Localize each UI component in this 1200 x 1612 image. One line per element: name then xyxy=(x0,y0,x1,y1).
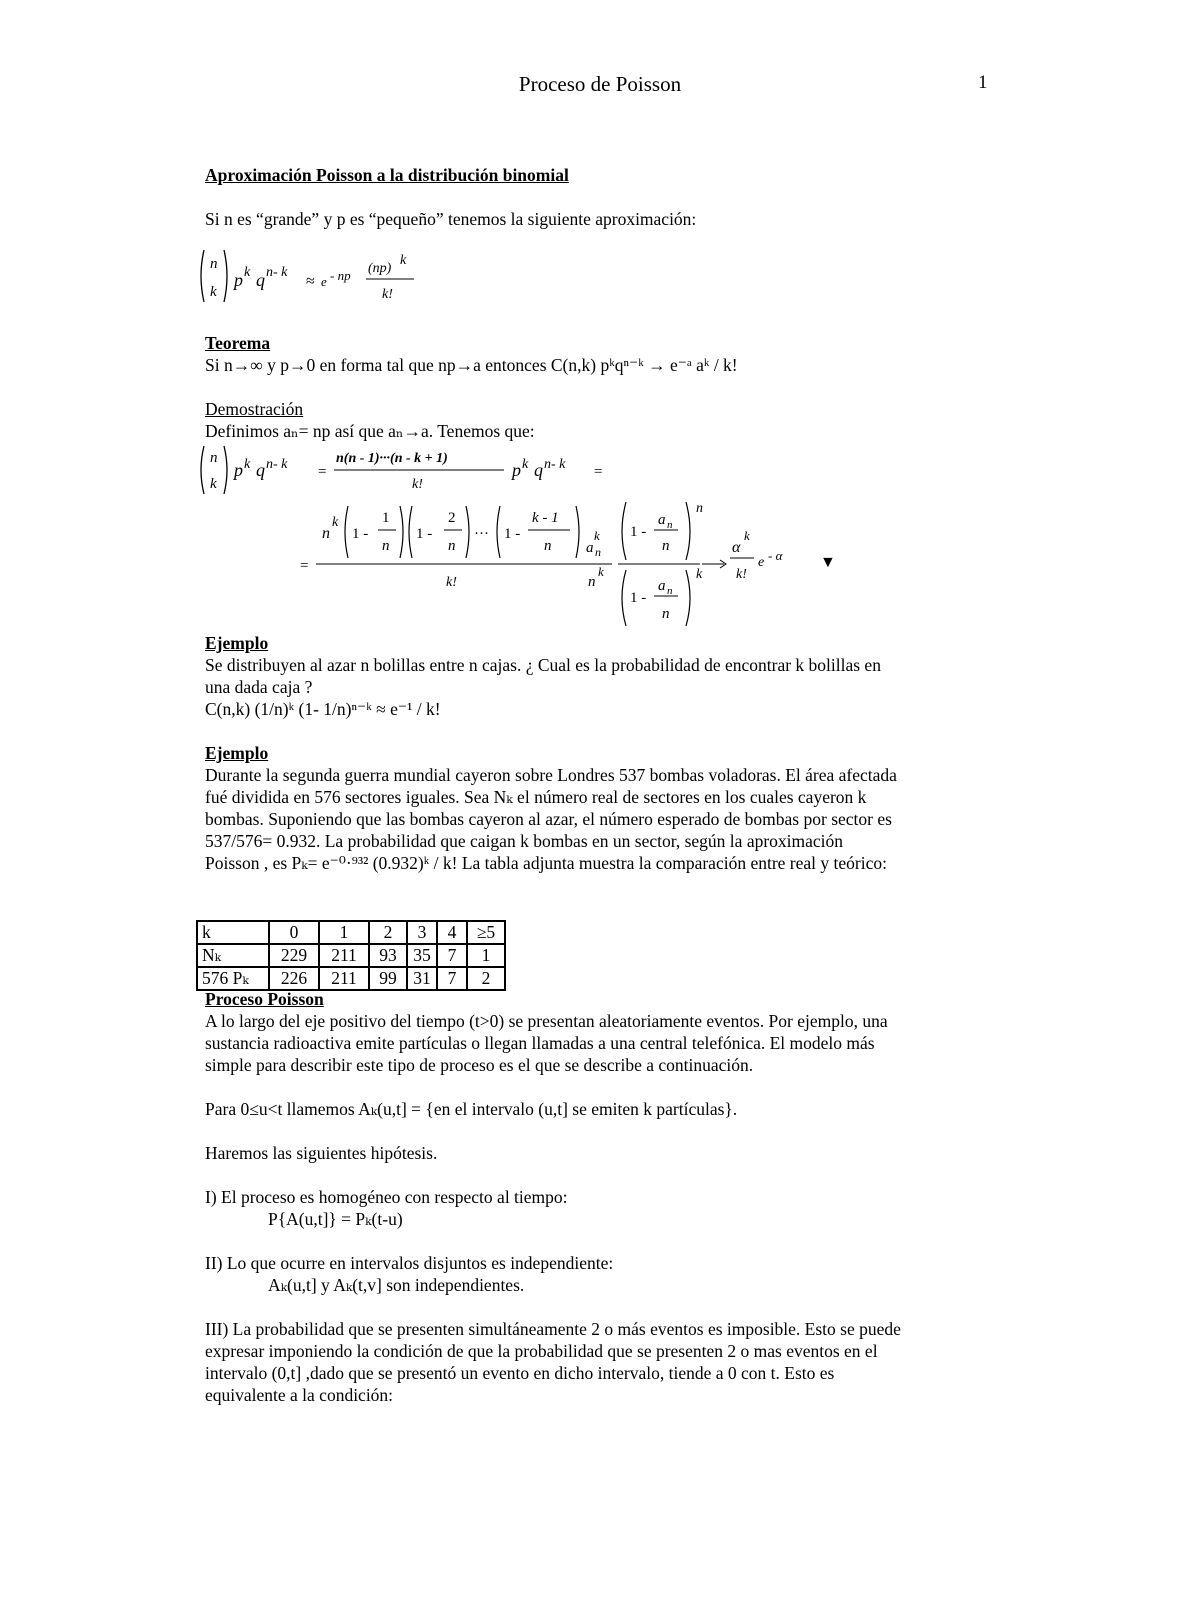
example1-line: Se distribuyen al azar n bolillas entre n cajas. ¿ Cual es la probabilidad de encontrar k bolillas en xyxy=(205,655,881,675)
svg-text:n(n - 1)···(n - k + 1): n(n - 1)···(n - k + 1) xyxy=(336,451,448,466)
proof-heading: Demostración xyxy=(205,399,304,419)
table-cell: 0 xyxy=(269,921,319,944)
svg-text:···: ··· xyxy=(474,526,489,542)
svg-text:k: k xyxy=(522,457,529,472)
svg-text:e: e xyxy=(758,555,765,570)
svg-text:n: n xyxy=(662,538,670,554)
svg-text:a: a xyxy=(658,578,666,594)
table-header-row xyxy=(197,921,505,944)
table-cell: 7 xyxy=(437,967,467,990)
binomial-intro: Si n es “grande” y p es “pequeño” tenemos la siguiente aproximación: xyxy=(205,209,697,229)
svg-text:n: n xyxy=(667,585,673,597)
svg-text:n- k: n- k xyxy=(266,457,288,472)
svg-text:1 -: 1 - xyxy=(504,526,521,542)
example1-line: una dada caja ? xyxy=(205,677,313,697)
theorem-statement: Si n→∞ y p→0 en forma tal que np→a entonces C(n,k) pᵏqⁿ⁻ᵏ → e⁻ᵃ aᵏ / k! xyxy=(205,355,738,375)
table-row xyxy=(197,944,505,967)
process-heading: Proceso Poisson xyxy=(205,989,324,1009)
proof-formula-step1 xyxy=(196,442,636,498)
svg-text:n: n xyxy=(588,574,596,590)
svg-text:- np: - np xyxy=(330,268,351,283)
hypotheses-intro: Haremos las siguientes hipótesis. xyxy=(205,1143,438,1163)
example2-line: Durante la segunda guerra mundial cayeron sobre Londres 537 bombas voladoras. El área afectada xyxy=(205,765,897,785)
page-number: 1 xyxy=(978,72,988,93)
proof-intro: Definimos aₙ= np así que aₙ→a. Tenemos que: xyxy=(205,421,535,441)
table-cell: 99 xyxy=(369,967,407,990)
section-heading-binomial: Aproximación Poisson a la distribución binomial xyxy=(205,165,569,185)
table-cell: 229 xyxy=(269,944,319,967)
table-cell: 3 xyxy=(407,921,437,944)
svg-text:e: e xyxy=(321,274,327,289)
svg-text:k!: k! xyxy=(446,575,457,590)
table-cell: 211 xyxy=(319,967,369,990)
svg-text:n: n xyxy=(210,256,218,272)
svg-text:k: k xyxy=(400,253,407,268)
svg-text:n- k: n- k xyxy=(266,265,288,280)
svg-text:q: q xyxy=(256,270,265,290)
svg-text:a: a xyxy=(658,512,666,528)
svg-text:p: p xyxy=(512,460,521,480)
example2-line: 537/576= 0.932. La probabilidad que caigan k bombas en un sector, según la aproximación xyxy=(205,831,844,851)
svg-text:k: k xyxy=(244,457,251,472)
table-cell: k xyxy=(197,921,269,944)
svg-text:k: k xyxy=(598,564,604,579)
table-cell: 226 xyxy=(269,967,319,990)
table-cell: ≥5 xyxy=(467,921,505,944)
svg-text:1 -: 1 - xyxy=(416,526,433,542)
table-cell: 2 xyxy=(467,967,505,990)
table-cell: 211 xyxy=(319,944,369,967)
table-cell: 4 xyxy=(437,921,467,944)
svg-text:2: 2 xyxy=(448,510,456,526)
svg-text:a: a xyxy=(586,540,594,556)
process-line: simple para describir este tipo de proceso es el que se describe a continuación. xyxy=(205,1055,754,1075)
table-cell: 35 xyxy=(407,944,437,967)
svg-text:n: n xyxy=(662,606,670,622)
comparison-table xyxy=(196,920,506,991)
example1-formula: C(n,k) (1/n)ᵏ (1- 1/n)ⁿ⁻ᵏ ≈ e⁻¹ / k! xyxy=(205,699,441,719)
svg-text:- α: - α xyxy=(768,548,783,563)
svg-text:k!: k! xyxy=(412,477,423,492)
svg-text:=: = xyxy=(594,464,603,480)
table-cell: Nₖ xyxy=(197,944,269,967)
svg-text:1: 1 xyxy=(382,510,390,526)
svg-text:1 -: 1 - xyxy=(630,590,647,606)
table-cell: 93 xyxy=(369,944,407,967)
svg-text:n: n xyxy=(667,519,673,531)
svg-text:p: p xyxy=(234,270,243,290)
example2-heading: Ejemplo xyxy=(205,743,269,763)
binomial-poisson-approx-formula xyxy=(196,244,436,308)
svg-text:k: k xyxy=(210,476,217,492)
svg-text:n: n xyxy=(544,538,552,554)
svg-text:n- k: n- k xyxy=(544,457,566,472)
example1-heading: Ejemplo xyxy=(205,633,269,653)
svg-text:n: n xyxy=(322,525,330,542)
example2-line: fué dividida en 576 sectores iguales. Sea Nₖ el número real de sectores en los cuales cayeron k xyxy=(205,787,867,807)
hypothesis-1: I) El proceso es homogéneo con respecto al tiempo: xyxy=(205,1187,568,1207)
svg-text:n: n xyxy=(210,450,218,466)
table-cell: 7 xyxy=(437,944,467,967)
svg-text:n: n xyxy=(595,545,601,559)
table-cell: 1 xyxy=(319,921,369,944)
svg-text:1 -: 1 - xyxy=(630,524,647,540)
process-line: sustancia radioactiva emite partículas o llegan llamadas a una central telefónica. El modelo más xyxy=(205,1033,875,1053)
svg-text:k: k xyxy=(696,567,703,582)
hypothesis-3-line: III) La probabilidad que se presenten simultáneamente 2 o más eventos es imposible. Esto se puede xyxy=(205,1319,901,1339)
hypothesis-3-line: equivalente a la condición: xyxy=(205,1385,394,1405)
table-cell: 576 Pₖ xyxy=(197,967,269,990)
svg-text:≈: ≈ xyxy=(306,273,315,290)
theorem-heading: Teorema xyxy=(205,333,271,353)
svg-text:p: p xyxy=(234,460,243,480)
svg-text:k!: k! xyxy=(382,287,393,302)
table-cell: 1 xyxy=(467,944,505,967)
process-line: A lo largo del eje positivo del tiempo (t>0) se presentan aleatoriamente eventos. Por ejemplo, una xyxy=(205,1011,888,1031)
svg-text:k: k xyxy=(594,528,600,543)
svg-text:(np): (np) xyxy=(368,261,392,276)
svg-text:k: k xyxy=(210,284,217,300)
svg-text:k - 1: k - 1 xyxy=(532,510,559,526)
svg-text:k: k xyxy=(332,515,339,530)
table-cell: 31 xyxy=(407,967,437,990)
proof-end-mark: ▼ xyxy=(820,554,836,571)
example2-line: bombas. Suponiendo que las bombas cayeron al azar, el número esperado de bombas por sector es xyxy=(205,809,892,829)
hypothesis-1-formula: P{A(u,t]} = Pₖ(t-u) xyxy=(268,1209,403,1229)
svg-text:q: q xyxy=(534,460,543,480)
hypothesis-2-formula: Aₖ(u,t] y Aₖ(t,v] son independientes. xyxy=(268,1275,525,1295)
page-title: Proceso de Poisson xyxy=(518,72,682,96)
svg-text:=: = xyxy=(300,558,309,574)
example2-line: Poisson , es Pₖ= e⁻⁰·⁹³² (0.932)ᵏ / k! La tabla adjunta muestra la comparación entre real y teórico: xyxy=(205,853,887,873)
hypothesis-3-line: intervalo (0,t] ,dado que se presentó un evento en dicho intervalo, tiende a 0 con t. Esto es xyxy=(205,1363,835,1383)
table-row xyxy=(197,967,505,990)
hypothesis-2: II) Lo que ocurre en intervalos disjuntos es independiente: xyxy=(205,1253,614,1273)
table-cell: 2 xyxy=(369,921,407,944)
svg-text:1 -: 1 - xyxy=(352,526,369,542)
svg-text:n: n xyxy=(448,538,456,554)
svg-text:α: α xyxy=(732,539,741,556)
hypothesis-3-line: expresar imponiendo la condición de que la probabilidad que se presenten 2 o mas eventos en el xyxy=(205,1341,878,1361)
event-definition: Para 0≤u<t llamemos Aₖ(u,t] = {en el intervalo (u,t] se emiten k partículas}. xyxy=(205,1099,738,1119)
proof-formula-step2 xyxy=(296,494,816,630)
svg-text:n: n xyxy=(696,501,703,516)
svg-text:k!: k! xyxy=(736,567,747,582)
svg-text:=: = xyxy=(318,464,327,480)
svg-text:q: q xyxy=(256,460,265,480)
svg-text:k: k xyxy=(244,265,251,280)
svg-text:n: n xyxy=(382,538,390,554)
svg-text:k: k xyxy=(744,528,750,543)
